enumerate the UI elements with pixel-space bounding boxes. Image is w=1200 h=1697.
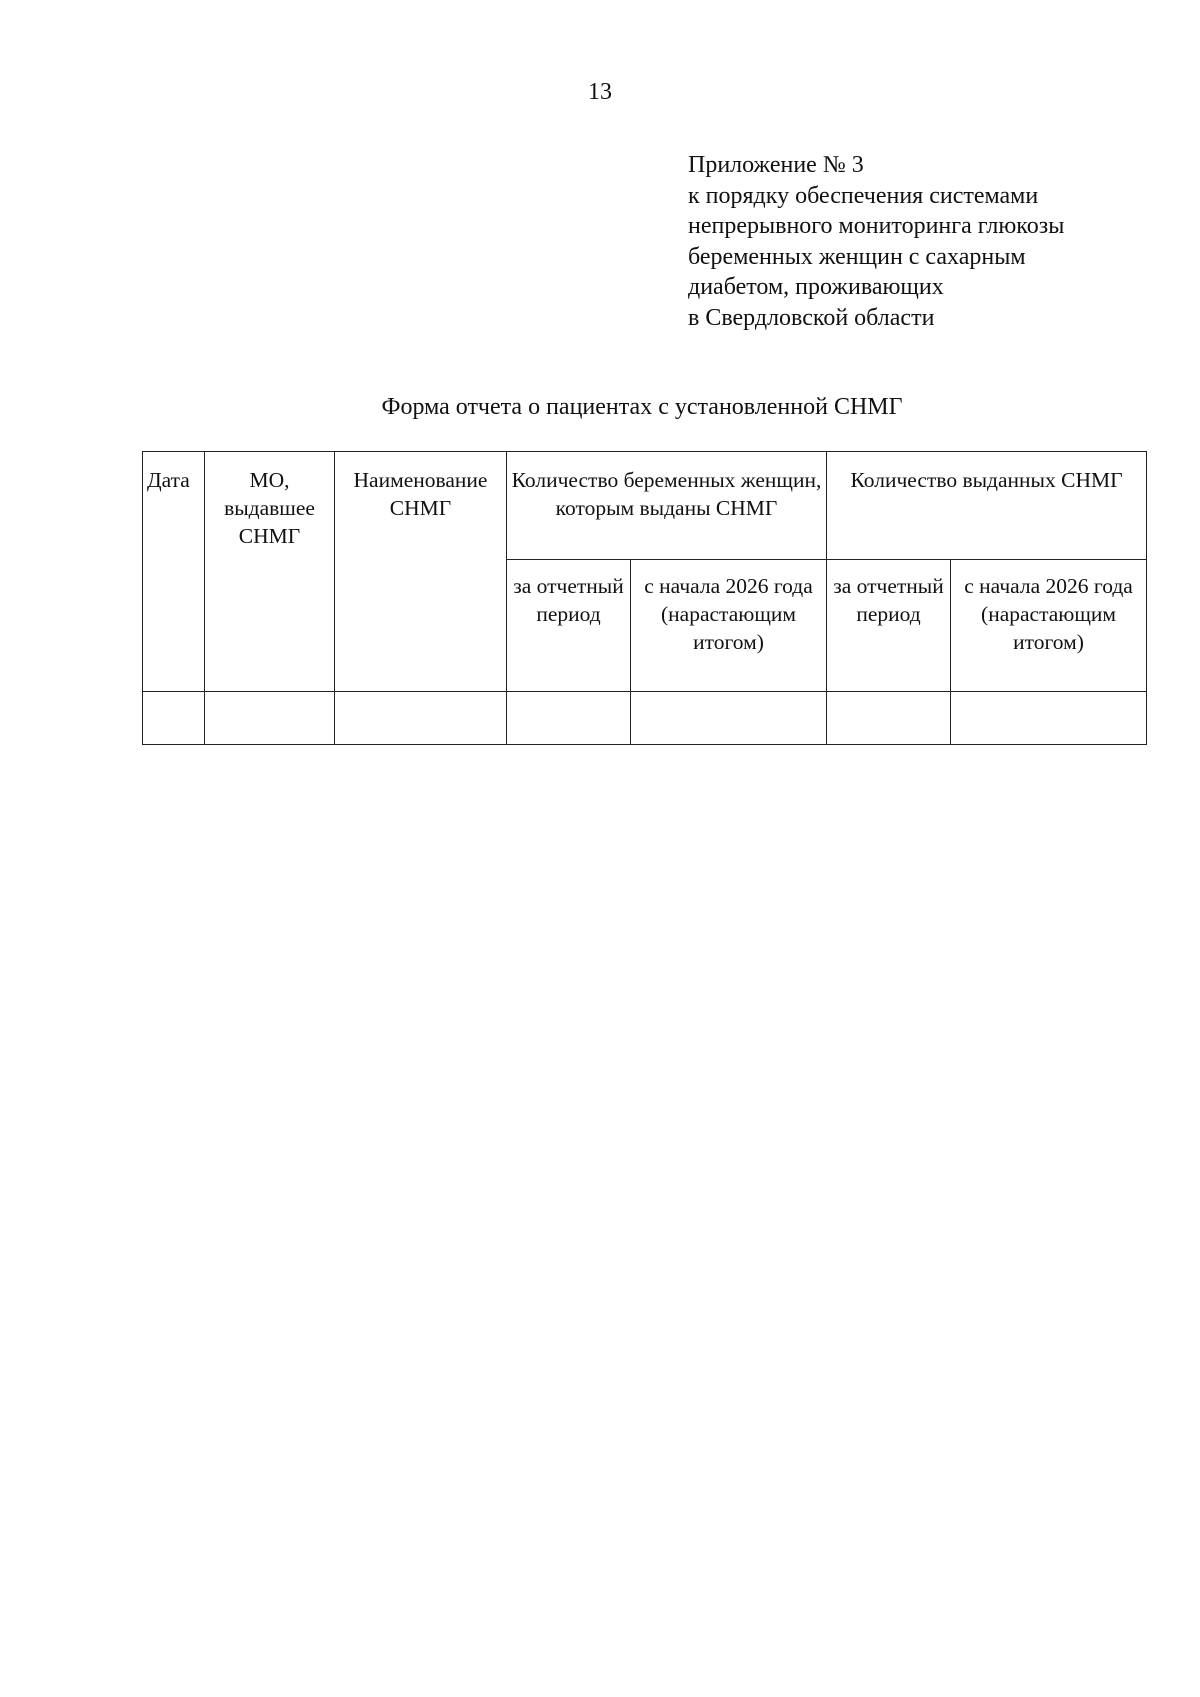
- page-number: 13: [588, 79, 612, 105]
- form-title: Форма отчета о пациентах с установленной СНМГ: [381, 394, 903, 420]
- header-pregnant-count: Количество беременных женщин, которым выданы СНМГ: [507, 452, 827, 560]
- table-header-row: [143, 452, 1147, 560]
- table-cell: [335, 692, 507, 745]
- appendix-line: беременных женщин с сахарным: [688, 243, 1026, 270]
- appendix-block: [688, 150, 1168, 333]
- appendix-line: Приложение № 3: [688, 152, 864, 178]
- table-cell: [205, 692, 335, 745]
- header-issued-count: Количество выданных СНМГ: [827, 452, 1147, 560]
- subheader-cumulative-2: с начала 2026 года (нарастающим итогом): [951, 560, 1147, 692]
- table-cell: [143, 692, 205, 745]
- subheader-cumulative-1: с начала 2026 года (нарастающим итогом): [631, 560, 827, 692]
- subheader-period-2: за отчетный период: [827, 560, 951, 692]
- table-cell: [951, 692, 1147, 745]
- appendix-line: к порядку обеспечения системами: [688, 182, 1039, 209]
- appendix-line: диабетом, проживающих: [688, 274, 944, 300]
- appendix-line: в Свердловской области: [688, 304, 935, 331]
- report-table: [142, 451, 1147, 745]
- subheader-period-1: за отчетный период: [507, 560, 631, 692]
- header-name: Наименование СНМГ: [335, 452, 507, 692]
- table-row: [143, 692, 1147, 745]
- appendix-line: непрерывного мониторинга глюкозы: [688, 213, 1065, 239]
- header-date: Дата: [143, 452, 205, 692]
- header-mo: МО, выдавшее СНМГ: [205, 452, 335, 692]
- table-cell: [827, 692, 951, 745]
- table-cell: [631, 692, 827, 745]
- table-cell: [507, 692, 631, 745]
